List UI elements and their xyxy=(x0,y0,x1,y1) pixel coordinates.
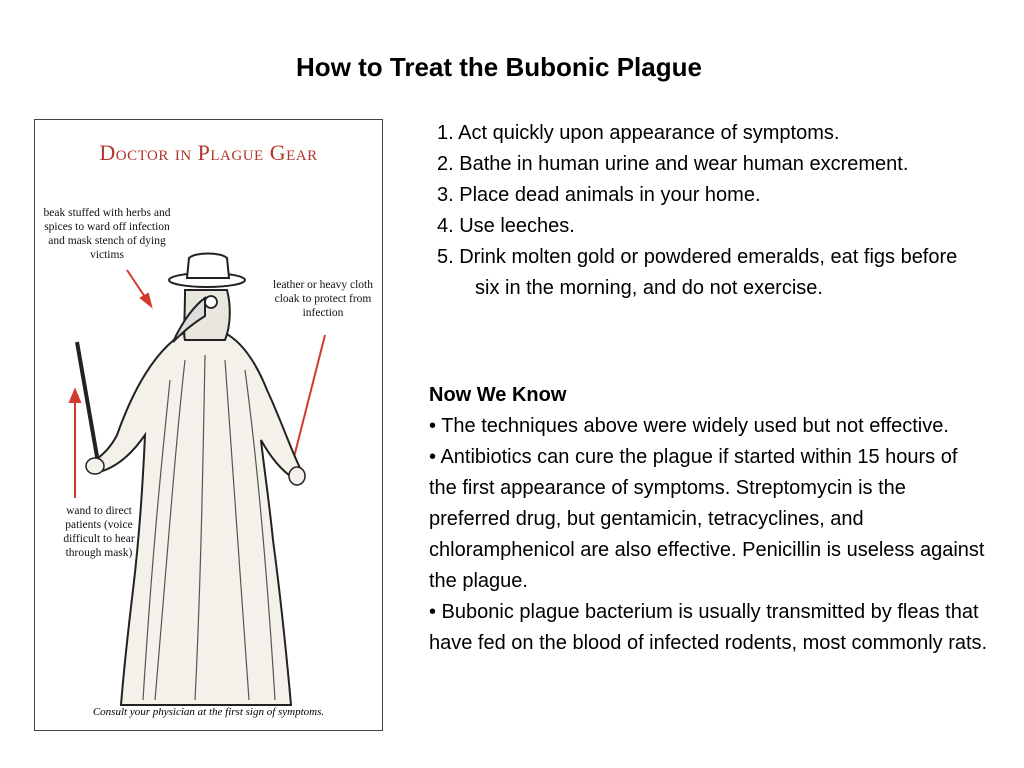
list-item: 5. Drink molten gold or powdered emeralds, eat figs before six in the morning, and do not exercise. xyxy=(437,246,958,299)
fact-item: • Bubonic plague bacterium is usually transmitted by fleas that have fed on the blood of infected rodents, most commonly rats. xyxy=(429,601,988,654)
wand-arrowhead xyxy=(70,390,80,402)
fact-item: • The techniques above were widely used but not effective. xyxy=(429,415,949,437)
now-we-know-section xyxy=(429,380,989,659)
plague-doctor-illustration xyxy=(34,119,383,731)
list-item: 4. Use leeches. xyxy=(437,215,575,237)
cloak-arrow xyxy=(292,335,325,465)
right-hand xyxy=(289,467,305,485)
now-we-know-heading: Now We Know xyxy=(429,384,567,406)
goggle xyxy=(205,296,217,308)
figure-title: Doctor in Plague Gear xyxy=(99,140,318,165)
beak-note: beak stuffed with herbs and spices to ward off infection and mask stench of dying victims xyxy=(43,207,171,261)
figure-caption: Consult your physician at the first sign of symptoms. xyxy=(92,706,325,718)
left-hand xyxy=(86,458,104,474)
wand-note: wand to direct patients (voice difficult to hear through mask) xyxy=(63,505,135,559)
wand xyxy=(77,342,99,468)
list-item: 3. Place dead animals in your home. xyxy=(437,184,761,206)
list-item: 2. Bathe in human urine and wear human excrement. xyxy=(437,153,909,175)
beak-arrowhead xyxy=(141,294,151,306)
page-title: How to Treat the Bubonic Plague xyxy=(296,52,702,82)
hat-crown xyxy=(187,254,229,279)
list-item: 1. Act quickly upon appearance of symptoms. xyxy=(437,122,840,144)
cloak-note: leather or heavy cloth cloak to protect from infection xyxy=(273,279,373,319)
treatment-steps-list xyxy=(437,118,977,304)
fact-item: • Antibiotics can cure the plague if started within 15 hours of the first appearance of symptoms. Streptomycin is the preferred drug, but gentamicin, tetracyclines, and chloramphenicol are also effective. Penicillin is useless against the plague. xyxy=(429,446,985,592)
